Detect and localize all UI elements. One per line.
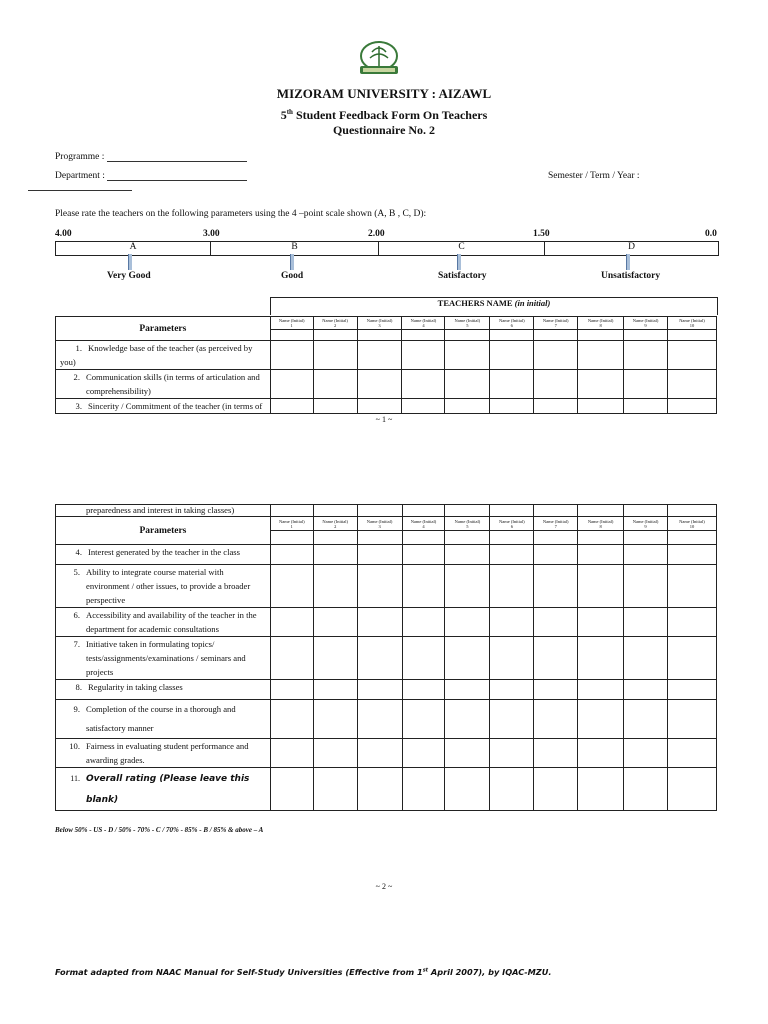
table-row [56,505,717,517]
parameters-heading: Parameters [56,517,271,545]
scale-instruction: Please rate the teachers on the following parameters using the 4 –point scale shown (A, B , C, D): [55,209,427,219]
scale-segment-b: B [211,242,379,255]
teacher-col-5: Name (Initial) 5 [445,317,490,330]
parameter-8: 8. Regularity in taking classes [56,680,271,700]
table-row [56,608,717,637]
teacher-col-1: Name (Initial) 1 [270,517,313,531]
label-very-good: Very Good [107,271,151,281]
table-row [56,341,717,370]
scale-value-1-5: 1.50 [533,229,550,239]
form-title: 5th Student Feedback Form On Teachers [280,108,488,122]
teacher-col-3: Name (Initial) 3 [357,517,402,531]
parameter-1: 1. Knowledge base of the teacher (as perceived by you) [56,341,271,370]
parameter-2: 2. Communication skills (in terms of articulation and comprehensibility) [56,370,271,399]
grading-note: Below 50% - US - D / 50% - 70% - C / 70% - 85% - B / 85% & above – A [55,826,264,834]
teacher-col-8: Name (Initial) 8 [578,517,624,531]
source-note: Format adapted from NAAC Manual for Self-Study Universities (Effective from 1st April 2007), by IQAC-MZU. [55,967,552,977]
teacher-col-6: Name (Initial) 6 [490,317,534,330]
parameter-3-continued: preparedness and interest in taking classes) [56,505,271,517]
parameter-11: 11. Overall rating (Please leave this blank) [56,768,271,811]
scale-value-2: 2.00 [368,229,385,239]
semester-blank[interactable] [28,190,132,191]
department-blank[interactable] [107,180,247,181]
scale-segment-c: C [379,242,545,255]
teacher-col-8: Name (Initial) 8 [578,317,624,330]
teacher-col-5: Name (Initial) 5 [445,517,490,531]
teacher-col-9: Name (Initial) 9 [624,517,668,531]
teacher-col-10: Name (Initial) 10 [667,517,716,531]
scale-marker-a [128,254,132,270]
table-row [56,768,717,811]
label-unsatisfactory: Unsatisfactory [601,271,661,281]
table-row [56,680,717,700]
programme-blank[interactable] [107,161,247,162]
university-logo [354,38,404,78]
parameters-heading: Parameters [56,317,271,341]
teacher-col-2: Name (Initial) 2 [313,317,357,330]
teacher-col-4: Name (Initial) 4 [402,517,445,531]
teacher-col-7: Name (Initial) 7 [534,517,578,531]
teacher-col-2: Name (Initial) 2 [313,517,357,531]
scale-segment-d: D [628,242,635,252]
scale-value-3: 3.00 [203,229,220,239]
teacher-col-7: Name (Initial) 7 [534,317,578,330]
scale-value-4: 4.00 [55,229,72,239]
programme-label: Programme : [55,152,105,162]
teacher-col-6: Name (Initial) 6 [490,517,534,531]
header-row [56,517,717,531]
questionnaire-number: Questionnaire No. 2 [332,123,436,137]
semester-label: Semester / Term / Year : [548,171,640,181]
teacher-col-4: Name (Initial) 4 [402,317,445,330]
parameter-6: 6. Accessibility and availability of the teacher in the department for academic consultations [56,608,271,637]
teacher-col-10: Name (Initial) 10 [668,317,717,330]
teacher-col-1: Name (Initial) 1 [270,317,313,330]
table-row [56,565,717,608]
rating-scale-bar [55,241,719,256]
header-row [56,317,717,330]
parameter-9: 9. Completion of the course in a thorough and satisfactory manner [56,700,271,739]
university-name: MIZORAM UNIVERSITY : AIZAWL [276,86,492,101]
parameter-4: 4. Interest generated by the teacher in the class [56,545,271,565]
label-satisfactory: Satisfactory [438,271,487,281]
parameter-7: 7. Initiative taken in formulating topics/ tests/assignments/examinations / seminars and projects [56,637,271,680]
feedback-table-page2 [55,504,717,811]
scale-segment-a: A [56,242,211,255]
scale-marker-c [457,254,461,270]
department-field[interactable] [55,171,247,181]
page-number-1: ~ 1 ~ [375,415,393,424]
table-row [56,399,717,414]
parameter-5: 5. Ability to integrate course material with environment / other issues, to provide a broader perspective [56,565,271,608]
table-row [56,370,717,399]
table-row [56,637,717,680]
programme-field[interactable] [55,152,247,162]
table-row [56,545,717,565]
parameter-3: 3. Sincerity / Commitment of the teacher (in terms of [56,399,271,414]
table-row [56,739,717,768]
feedback-table-page1 [55,316,717,414]
department-label: Department : [55,171,105,181]
scale-marker-d [626,254,630,270]
label-good: Good [281,271,304,281]
teacher-col-3: Name (Initial) 3 [357,317,402,330]
table-row [56,700,717,739]
teachers-name-heading: TEACHERS NAME (in initial) [270,297,718,315]
parameter-10: 10. Fairness in evaluating student performance and awarding grades. [56,739,271,768]
scale-marker-b [290,254,294,270]
teacher-col-9: Name (Initial) 9 [624,317,668,330]
page-number-2: ~ 2 ~ [375,882,393,891]
scale-value-0: 0.0 [705,229,717,239]
